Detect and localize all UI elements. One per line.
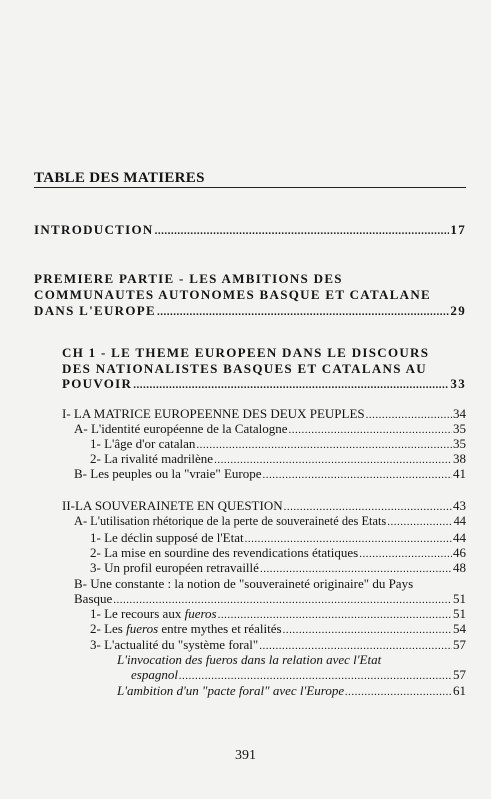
toc-entry-label: POUVOIR [62,376,133,391]
ch1-title-line1: CH 1 - LE THEME EUROPEEN DANS LE DISCOURS [62,345,430,360]
toc-entry-page: 35 [453,421,466,436]
toc-entry-page: 41 [453,466,466,481]
toc-entry-part1 [34,302,466,321]
toc-entry [74,465,466,484]
toc-entry-page: 57 [453,637,466,652]
toc-entry-label: 1- L'âge d'or catalan [90,436,196,451]
toc-entry-page: 51 [453,606,466,621]
toc-entry [117,682,466,701]
toc-entry-label: A- L'utilisation rhétorique de la perte de souveraineté des Etats [74,514,387,528]
toc-entry-label: 3- L'actualité du "système foral" [90,637,259,652]
toc-entry-label: A- L'identité européenne de la Catalogne [74,421,288,436]
toc-entry-label: espagnol [131,667,178,682]
toc-entry-label: 2- La mise en sourdine des revendications étatiques [90,545,359,560]
toc-entry-label [90,620,282,637]
label-text: 1- Le recours aux [90,606,182,621]
toc-entry-label: Basque [74,591,113,606]
ch1-title-line2: DES NATIONALISTES BASQUES ET CATALANS AU [62,361,427,376]
toc-entry-page: 34 [453,406,466,421]
toc-entry-page: 57 [453,667,466,682]
toc-heading: TABLE DES MATIERES [34,170,205,186]
label-text: 2- Les [90,621,123,636]
page-number: 391 [235,748,256,763]
toc-entry-page: 17 [450,222,466,237]
toc-entry-page: 44 [453,514,466,528]
toc-entry-page: 29 [450,303,466,318]
toc-entry-introduction [34,221,466,240]
label-italic: fueros [184,606,217,621]
toc-entry-label: 1- Le déclin supposé de l'Etat [90,530,244,545]
dot-leader [133,377,449,394]
toc-entry-page: 38 [453,451,466,466]
label-italic: fueros [126,621,159,636]
toc-entry-page: 35 [453,436,466,451]
label-text: entre mythes et réalités [161,621,282,636]
part1-title-line2: COMMUNAUTES AUTONOMES BASQUE ET CATALANE [34,287,432,302]
toc-entry-page: 54 [453,621,466,636]
toc-entry-label: 2- La rivalité madrilène [90,451,214,466]
toc-entry-label: B- Les peuples ou la "vraie" Europe [74,466,262,481]
toc-entry-label: INTRODUCTION [34,222,154,237]
dot-leader [263,467,453,484]
toc-entry-page: 43 [453,498,466,513]
toc-entry-page: 51 [453,591,466,606]
dot-leader [155,223,450,240]
toc-entry-page: 61 [453,683,466,698]
dot-leader [345,684,452,701]
toc-entry-label-line1: L'invocation des fueros dans la relation avec l'Etat [117,652,382,667]
toc-entry-label: I- LA MATRICE EUROPEENNE DES DEUX PEUPLES [62,406,365,421]
toc-entry-ch1 [62,375,466,394]
toc-entry-label: II-LA SOUVERAINETE EN QUESTION [62,498,283,513]
toc-entry-label-line1: B- Une constante : la notion de "souveraineté originaire" du Pays [74,576,414,591]
dot-leader [157,304,449,321]
part1-title-line1: PREMIERE PARTIE - LES AMBITIONS DES [34,271,343,286]
toc-entry-page: 48 [453,560,466,575]
toc-entry-label: L'ambition d'un "pacte foral" avec l'Europe [117,683,345,698]
toc-entry-page: 33 [450,376,466,391]
toc-entry-label: DANS L'EUROPE [34,303,156,318]
toc-entry-page: 46 [453,545,466,560]
heading-rule [34,187,466,188]
toc-entry-page: 44 [453,530,466,545]
toc-entry-label: 3- Un profil européen retravaillé [90,560,259,575]
